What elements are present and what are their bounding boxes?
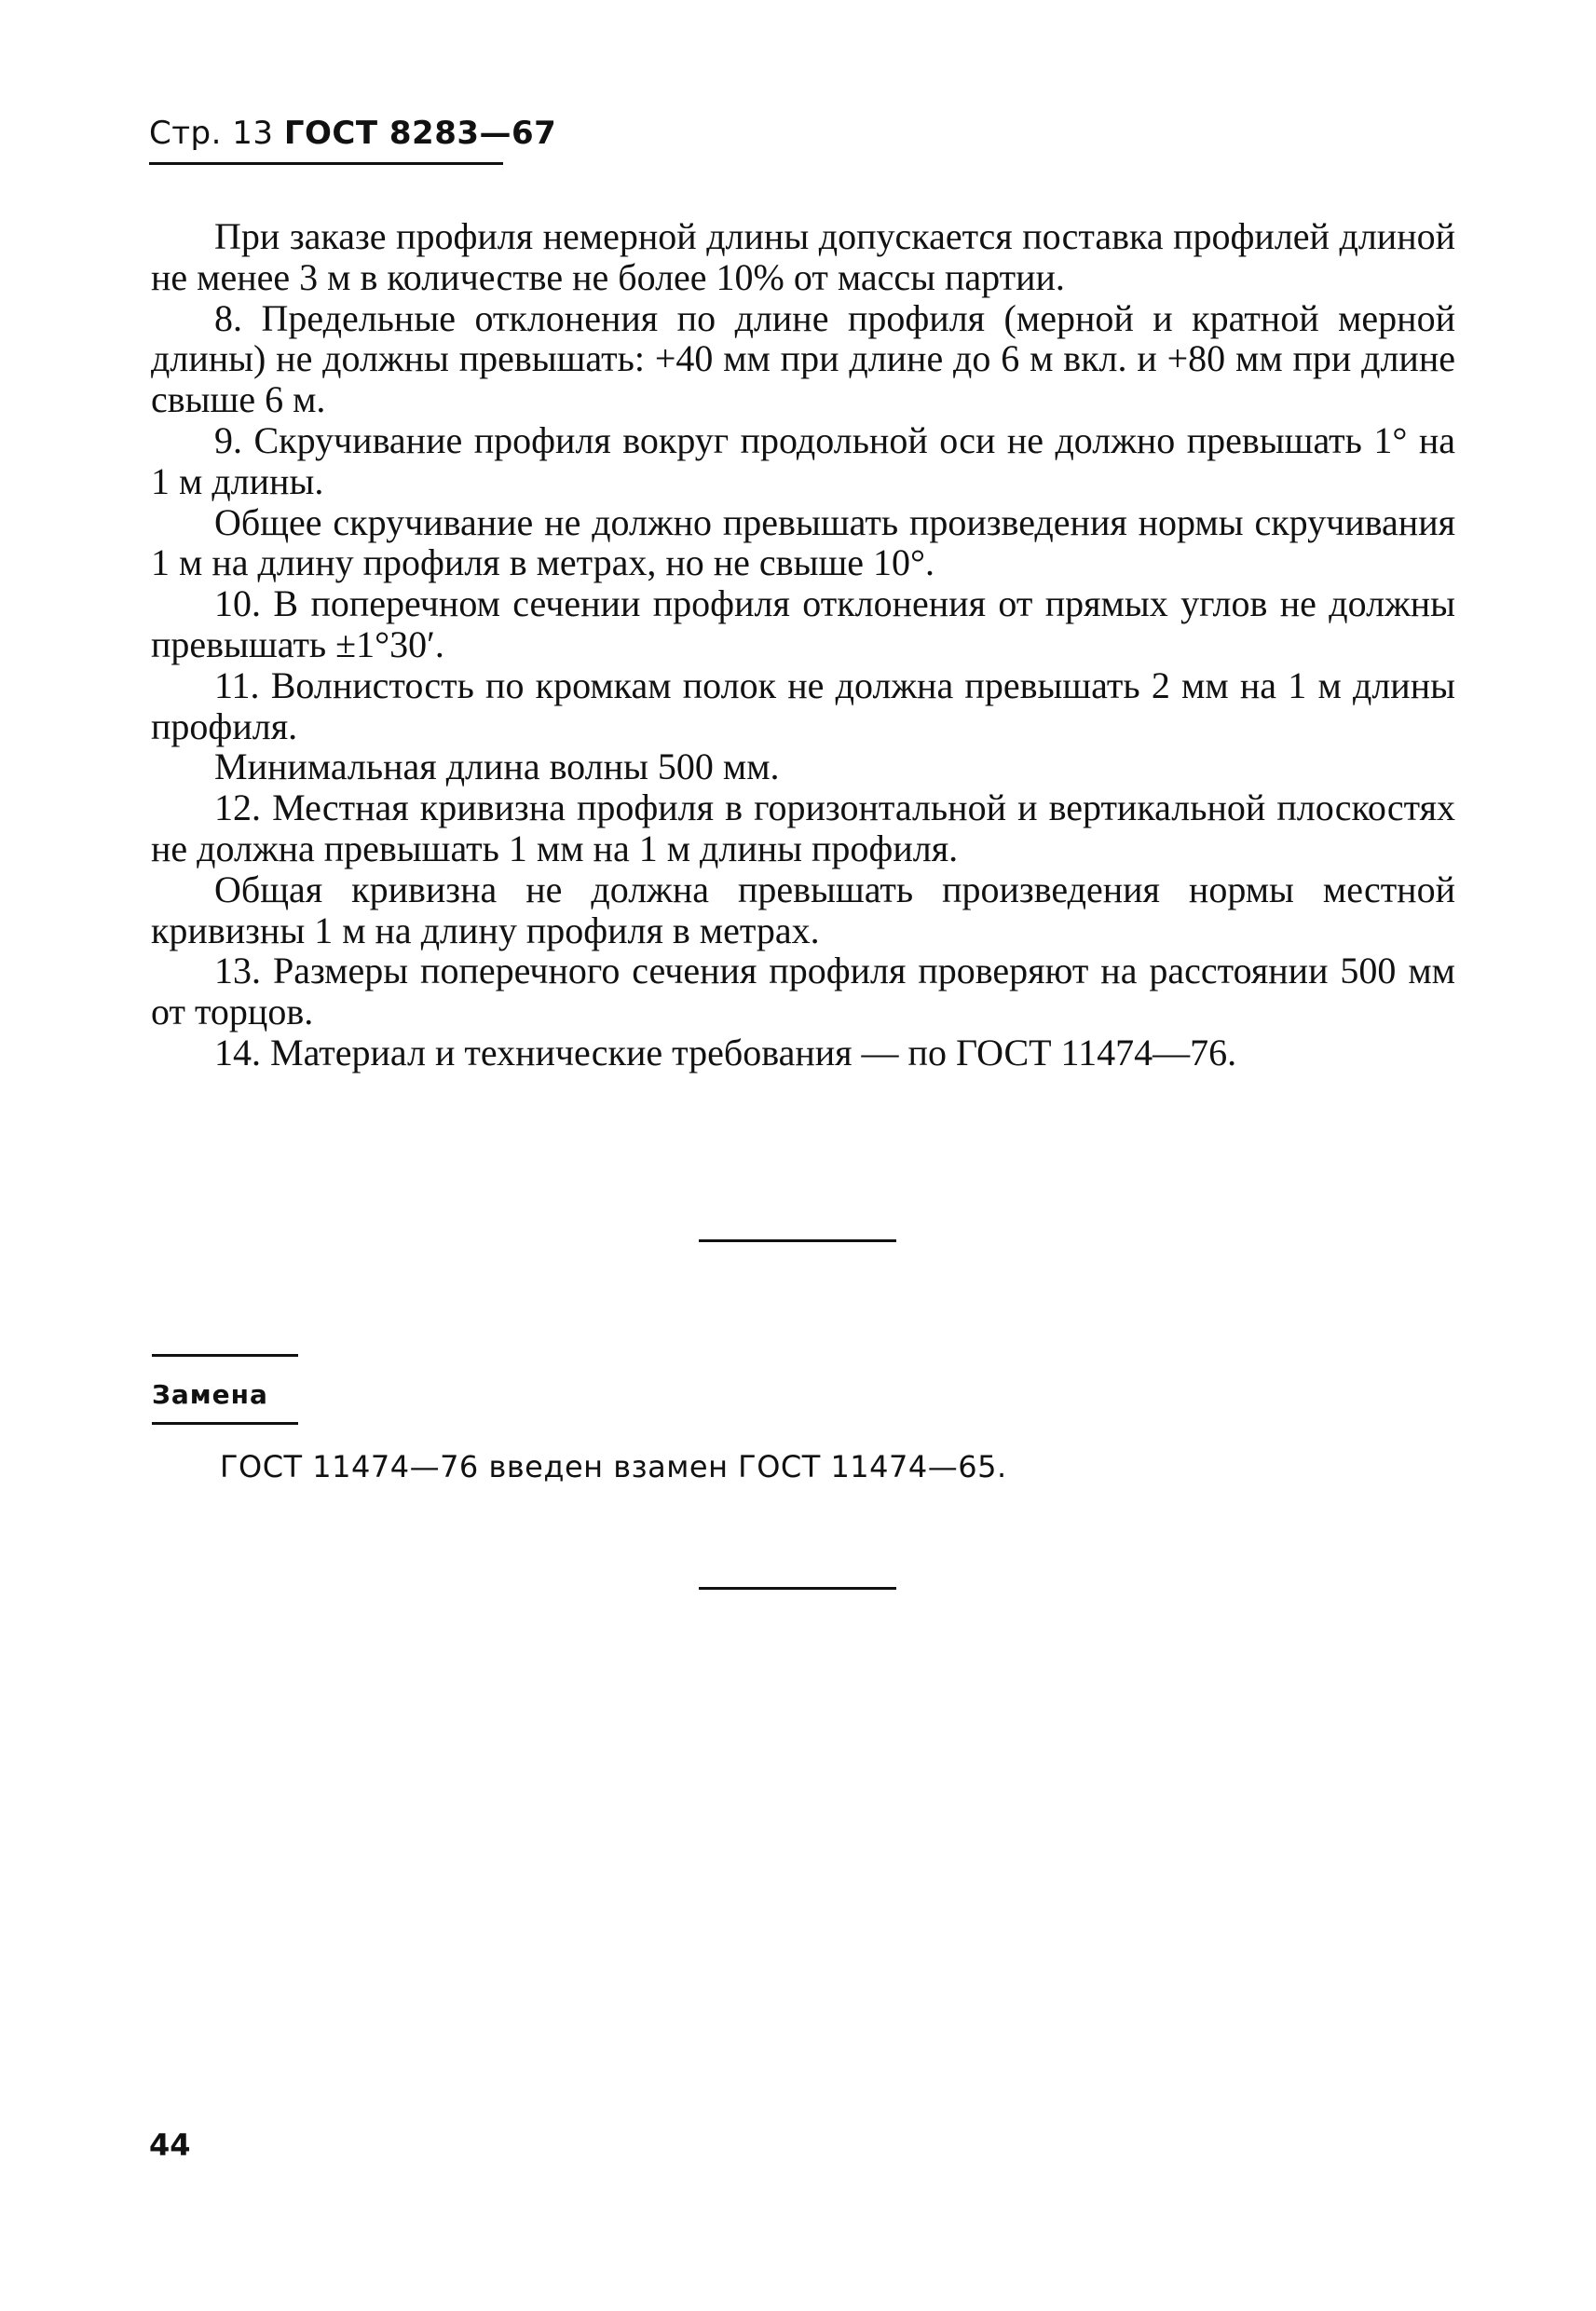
paragraph-item-14: 14. Материал и технические требования — по ГОСТ 11474—76. bbox=[214, 1031, 1237, 1073]
paragraph-item-12: 12. Местная кривизна профиля в горизонтальной и вертикальной плоскостях не должна превышать 1 мм на 1 м длины профиля. bbox=[151, 786, 1455, 869]
paragraph-item-11: 11. Волнистость по кромкам полок не должна превышать 2 мм на 1 м длины профиля. bbox=[151, 663, 1455, 747]
section-divider bbox=[699, 1239, 896, 1242]
page-header bbox=[149, 115, 556, 152]
paragraph-item-13: 13. Размеры поперечного сечения профиля проверяют на расстоянии 500 мм от торцов. bbox=[151, 950, 1455, 1033]
replacement-note: ГОСТ 11474—76 введен взамен ГОСТ 11474—65. bbox=[220, 1449, 1007, 1484]
replacement-title: Замена bbox=[152, 1379, 268, 1410]
body-text bbox=[151, 216, 1455, 1073]
paragraph-unmeasured-length: При заказе профиля немерной длины допускается поставка профилей длиной не менее 3 м в количестве не более 10% от массы партии. bbox=[151, 215, 1455, 298]
replacement-rule-bottom bbox=[152, 1422, 298, 1425]
paragraph-min-wave: Минимальная длина волны 500 мм. bbox=[214, 745, 780, 788]
paragraph-item-9: 9. Скручивание профиля вокруг продольной оси не должно превышать 1° на 1 м длины. bbox=[151, 418, 1455, 502]
replacement-rule-top bbox=[152, 1354, 298, 1357]
page-number: 44 bbox=[149, 2127, 191, 2163]
paragraph-total-curvature: Общая кривизна не должна превышать произведения нормы местной кривизны 1 м на длину профиля в метрах. bbox=[151, 868, 1455, 951]
header-underline bbox=[149, 162, 503, 165]
header-standard: ГОСТ 8283—67 bbox=[283, 115, 557, 152]
header-page-label: Стр. 13 bbox=[149, 115, 274, 152]
paragraph-item-8: 8. Предельные отклонения по длине профиля (мерной и кратной мерной длины) не должны превышать: +40 мм при длине до 6 м вкл. и +80 мм при длине свыше 6 м. bbox=[151, 296, 1455, 421]
end-divider bbox=[699, 1587, 896, 1590]
paragraph-item-10: 10. В поперечном сечении профиля отклонения от прямых углов не должны превышать ±1°30′. bbox=[151, 582, 1455, 665]
paragraph-total-twist: Общее скручивание не должно превышать произведения нормы скручивания 1 м на длину профиля в метрах, но не свыше 10°. bbox=[151, 500, 1455, 584]
